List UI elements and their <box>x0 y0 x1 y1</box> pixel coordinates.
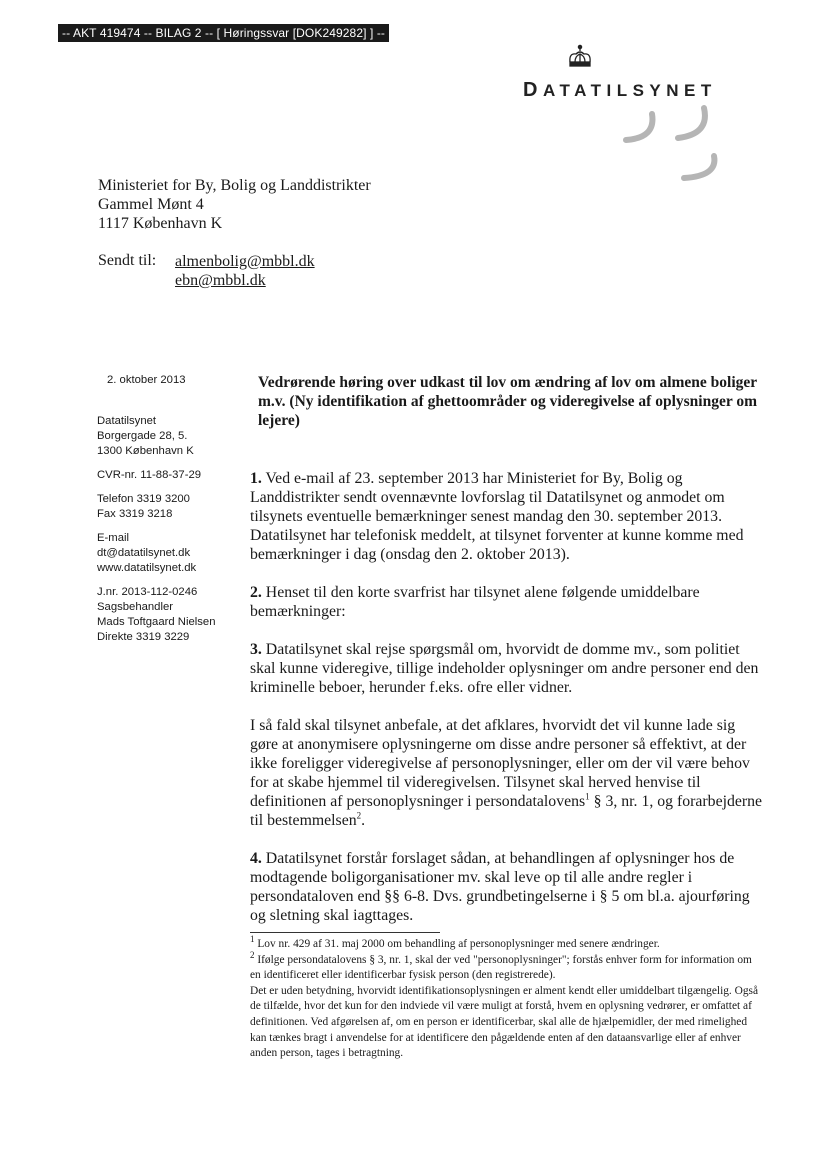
letter-subject: Vedrørende høring over udkast til lov om ændring af lov om almene boliger m.v. (Ny identifikation af ghettoområder og videregivelse af oplysninger om lejere) <box>258 374 757 429</box>
sent-to-emails <box>175 252 315 290</box>
footnote-divider <box>250 932 440 933</box>
paragraph-3: 3. Datatilsynet skal rejse spørgsmål om, hvorvidt de domme mv., som politiet skal kunne videregive, tillige indeholder oplysninger om andre personer end den kriminelle beboer, herunder f.eks. ofre eller vidner. <box>250 641 759 696</box>
recipient-city: 1117 København K <box>98 215 223 232</box>
paragraph-3-continued: I så fald skal tilsynet anbefale, at det afklares, hvorvidt det vil kunne lade sig gøre at anonymisere oplysningerne om disse andre personer så effektivt, at der ikke foreligger videregivelse af personoplysninger, eller om der vil være behov for at skabe hjemmel til videregivelsen. Tilsynet skal herved henvise til definitionen af personoplysninger i persondatalovens$^1$ § 3, nr. 1, og forarbejderne til bestemmelsen$^2$. <box>250 717 763 829</box>
case-handler-label: Sagsbehandler <box>97 601 174 613</box>
recipient-name: Ministeriet for By, Bolig og Landdistrikter <box>98 177 371 194</box>
footnote-2: $^2$ Ifølge persondatalovens § 3, nr. 1, skal der ved "personoplysninger"; forstås enhver form for information om en identificeret eller identificerbar fysisk person (den registrerede). <box>250 949 752 982</box>
recipient-street: Gammel Mønt 4 <box>98 196 204 213</box>
sender-org: Datatilsynet <box>97 415 157 427</box>
crown-icon <box>566 44 594 70</box>
sender-phone-fax <box>97 492 237 522</box>
case-info <box>97 585 237 645</box>
sender-fax: Fax 3319 3218 <box>97 508 173 520</box>
case-handler-direct: Direkte 3319 3229 <box>97 631 190 643</box>
footnote-ref-2: 2 <box>356 810 362 821</box>
sender-cvr: CVR-nr. 11-88-37-29 <box>97 469 202 481</box>
paragraph-2: 2. Henset til den korte svarfrist har tilsynet alene følgende umiddelbare bemærkninger: <box>250 584 700 620</box>
sender-phone: Telefon 3319 3200 <box>97 493 190 505</box>
sender-sidebar <box>97 373 237 654</box>
letter-date: 2. oktober 2013 <box>107 374 186 386</box>
email-link-ebn[interactable]: ebn@mbbl.dk <box>175 272 266 289</box>
footnote-1: $^1$ Lov nr. 429 af 31. maj 2000 om behandling af personoplysninger med senere ændringer. <box>250 934 660 950</box>
sent-to-label: Sendt til: <box>98 252 157 269</box>
paragraph-4: 4. Datatilsynet forstår forslaget sådan, at behandlingen af oplysninger hos de modtagende boligorganisationer mv. skal leve op til alle andre regler i persondataloven end §§ 6-8. Dvs. grundbetingelserne i § 5 om bl.a. ajourføring og sletning skal iagttages. <box>250 850 750 924</box>
footnote-2-continued: Det er uden betydning, hvorvidt identifikationsoplysningen er alment kendt eller umiddelbart tilgængelig. Også de tilfælde, hvor det kun for den indviede vil være muligt at forstå, hvem en oplysning vedrører, er omfattet af definitionen. Ved afgørelsen af, om en person er identificerbar, skal alle de hjælpemidler, der med rimelighed kan tænkes bragt i anvendelse for at identificere den pågældende enten af den dataansvarlige eller af enhver anden person, tages i betragtning. <box>250 984 759 1060</box>
sender-address <box>97 414 237 459</box>
letter-body <box>250 469 765 944</box>
datatilsynet-wordmark: DATATILSYNET <box>523 79 717 101</box>
logo-swoosh-graphic <box>612 100 732 188</box>
journal-number: J.nr. 2013-112-0246 <box>97 586 198 598</box>
sender-city: 1300 København K <box>97 445 194 457</box>
recipient-address <box>98 176 371 233</box>
footnotes <box>250 934 760 1062</box>
paragraph-1: 1. Ved e-mail af 23. september 2013 har Ministeriet for By, Bolig og Landdistrikter sendt ovennævnte lovforslag til Datatilsynet og anmodet om tilsynets eventuelle bemærkninger senest mandag den 30. september 2013. Datatilsynet har telefonisk meddelt, at tilsynet forventer at kunne komme med bemærkninger i dag (onsdag den 2. oktober 2013). <box>250 470 744 563</box>
sender-website: www.datatilsynet.dk <box>97 562 197 574</box>
document-stamp: -- AKT 419474 -- BILAG 2 -- [ Høringssvar [DOK249282] ] -- <box>58 24 389 42</box>
email-link-almenbolig[interactable]: almenbolig@mbbl.dk <box>175 253 315 270</box>
sender-email: dt@datatilsynet.dk <box>97 547 191 559</box>
sender-street: Borgergade 28, 5. <box>97 430 188 442</box>
sender-contact <box>97 531 237 576</box>
case-handler-name: Mads Toftgaard Nielsen <box>97 616 216 628</box>
footnote-ref-1: 1 <box>585 791 590 802</box>
sender-email-label: E-mail <box>97 532 130 544</box>
